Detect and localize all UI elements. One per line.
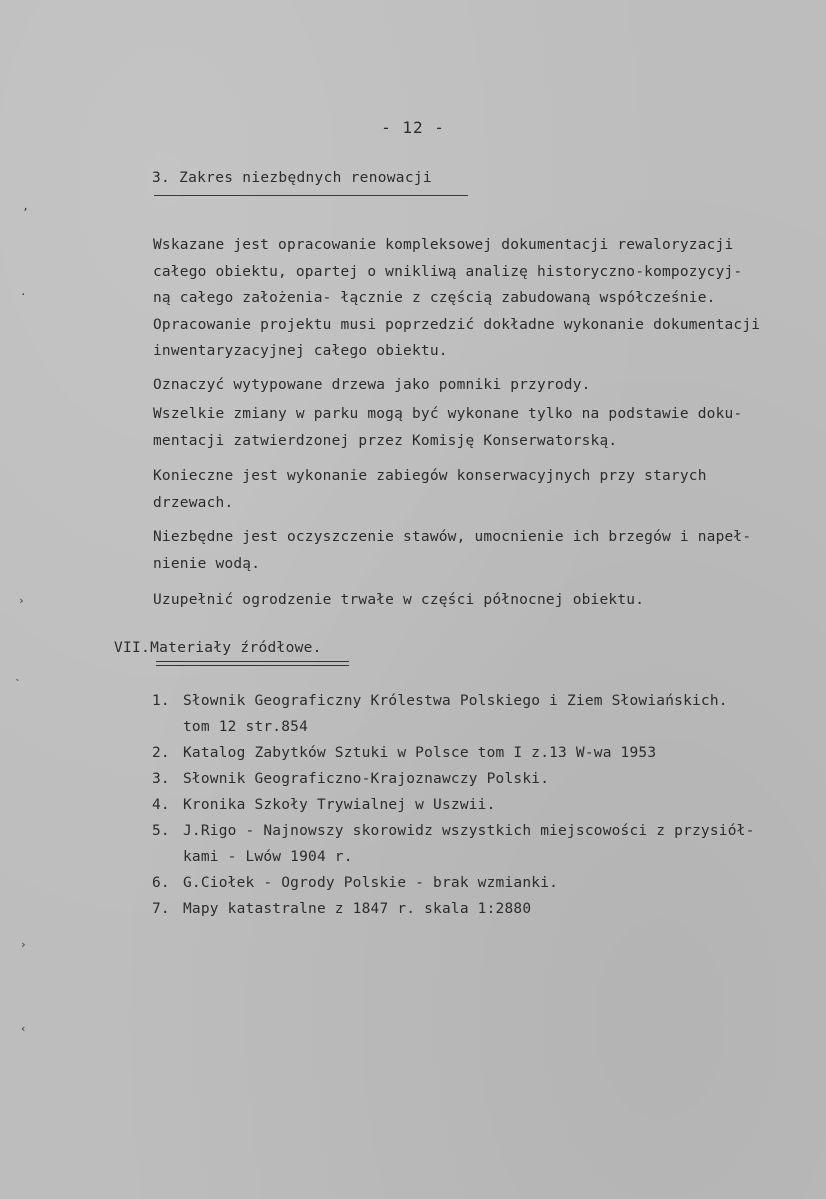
margin-mark: ‹ <box>20 1022 27 1035</box>
paragraph <box>153 232 760 365</box>
section-7-underline-top <box>156 661 349 662</box>
margin-mark: › <box>20 938 27 951</box>
paragraph-line: Niezbędne jest oczyszczenie stawów, umocnienie ich brzegów i napeł- <box>153 529 752 545</box>
paragraph <box>153 401 742 454</box>
source-number: 3. <box>152 771 170 787</box>
paragraph-line: Wskazane jest opracowanie kompleksowej dokumentacji rewaloryzacji <box>153 237 734 253</box>
margin-mark: · <box>20 288 27 301</box>
paragraph-line: inwentaryzacyjnej całego obiektu. <box>153 343 448 359</box>
source-text-line: Słownik Geograficzno-Krajoznawczy Polski. <box>183 771 550 787</box>
source-text-line: Słownik Geograficzny Królestwa Polskiego i Ziem Słowiańskich. <box>183 693 728 709</box>
paragraph-line: ną całego założenia- łącznie z częścią zabudowaną współcześnie. <box>153 290 716 306</box>
paragraph-line: drzewach. <box>153 494 234 511</box>
sources-list <box>152 688 812 922</box>
source-text-line: G.Ciołek - Ogrody Polskie - brak wzmianki. <box>183 875 559 891</box>
source-number: 5. <box>152 823 170 839</box>
source-item <box>152 870 812 896</box>
source-item <box>152 740 812 766</box>
paragraph <box>153 463 707 516</box>
paragraph-line: Oznaczyć wytypowane drzewa jako pomniki przyrody. <box>153 377 591 393</box>
paragraph-line: całego obiektu, opartej o wnikliwą analizę historyczno-kompozycyj- <box>153 263 743 280</box>
source-item <box>152 818 812 870</box>
paragraph-line: mentacji zatwierdzonej przez Komisję Konserwatorską. <box>153 432 618 449</box>
source-text-line: J.Rigo - Najnowszy skorowidz wszystkich miejscowości z przysiół- <box>183 823 755 839</box>
paragraph <box>153 372 591 399</box>
paragraph <box>153 524 751 577</box>
section-3-heading: 3. Zakres niezbędnych renowacji <box>152 170 432 186</box>
source-number: 1. <box>152 693 170 709</box>
source-number: 6. <box>152 875 170 891</box>
margin-mark: ˎ <box>14 668 21 681</box>
paragraph-line: Konieczne jest wykonanie zabiegów konserwacyjnych przy starych <box>153 468 707 484</box>
source-item <box>152 792 812 818</box>
source-number: 7. <box>152 901 170 917</box>
source-item <box>152 896 812 922</box>
margin-mark: › <box>18 594 25 607</box>
source-text-line: Mapy katastralne z 1847 r. skala 1:2880 <box>183 901 532 917</box>
source-item <box>152 688 812 740</box>
margin-mark: ʼ <box>22 206 29 219</box>
source-text-line: Katalog Zabytków Sztuki w Polsce tom I z.13 W-wa 1953 <box>183 745 657 761</box>
paragraph-line: nienie wodą. <box>153 555 261 572</box>
section-7-title: VII.Materiały źródłowe. <box>114 640 322 656</box>
paragraph-line: Uzupełnić ogrodzenie trwałe w części północnej obiektu. <box>153 592 645 608</box>
paragraph-line: Wszelkie zmiany w parku mogą być wykonane tylko na podstawie doku- <box>153 406 743 422</box>
source-text-line: kami - Lwów 1904 r. <box>183 849 353 865</box>
source-text-line: tom 12 str.854 <box>183 719 309 735</box>
source-item <box>152 766 812 792</box>
source-number: 4. <box>152 797 170 813</box>
source-number: 2. <box>152 745 170 761</box>
source-text-line: Kronika Szkoły Trywialnej w Uszwii. <box>183 797 496 813</box>
paragraph <box>153 587 644 614</box>
section-7-underline-bottom <box>156 665 349 666</box>
paragraph-line: Opracowanie projektu musi poprzedzić dokładne wykonanie dokumentacji <box>153 316 761 333</box>
page-number: - 12 - <box>381 118 445 137</box>
heading-underline <box>154 195 468 196</box>
